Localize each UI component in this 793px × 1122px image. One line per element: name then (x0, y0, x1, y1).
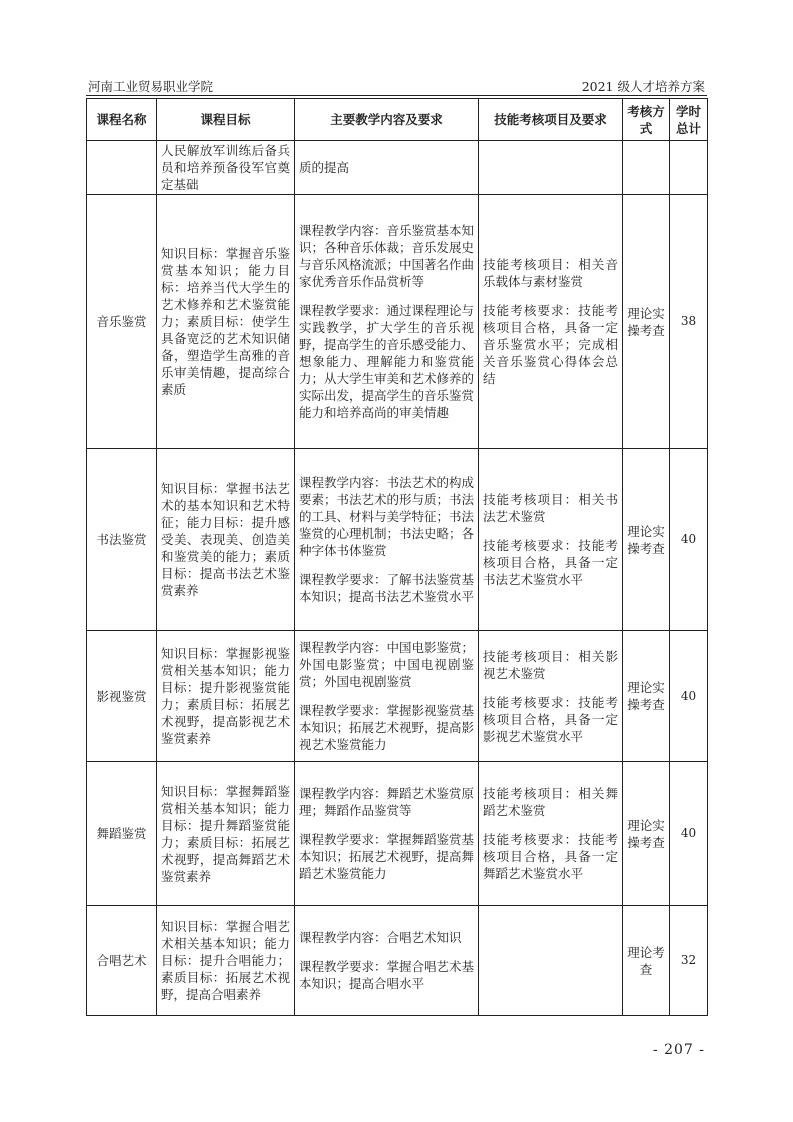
teaching-content-cell (295, 906, 479, 1016)
teaching-content-cell (295, 449, 479, 631)
course-name-cell (87, 141, 157, 195)
teaching-requirement-text: 课程教学要求：通过课程理论与实践教学，扩大学生的音乐视野，提高学生的音乐感受能力、想象能力、理解能力和鉴赏能力；从大学生审美和艺术修养的实际出发，提高学生的音乐鉴赏能力和培养高尚的审美情趣 (299, 303, 475, 420)
skill-requirement-text: 技能考核要求：技能考核项目合格，具备一定音乐鉴赏水平；完成相关音乐鉴赏心得体会总结 (483, 303, 618, 386)
column-header-assessment-method: 考核方式 (623, 99, 670, 141)
total-hours-cell: 40 (670, 762, 708, 906)
total-hours-cell: 40 (670, 631, 708, 762)
teaching-requirement-text: 课程教学要求：掌握影视鉴赏基本知识；拓展艺术视野，提高影视艺术鉴赏能力 (299, 703, 475, 752)
teaching-content-cell (295, 141, 479, 195)
table-header-row (87, 99, 708, 141)
course-goal-cell: 知识目标：掌握影视鉴赏相关基本知识；能力目标：提升影视鉴赏能力；素质目标：拓展艺术视野，提高影视艺术鉴赏素养 (157, 631, 295, 762)
assessment-method-cell: 理论实操考查 (623, 195, 670, 449)
skill-item-text: 技能考核项目：相关书法艺术鉴赏 (483, 492, 618, 524)
teaching-content-text: 课程教学内容：音乐鉴赏基本知识；各种音乐体裁；音乐发展史与音乐风格流派；中国著名作曲家优秀音乐作品赏析等 (299, 223, 475, 289)
teaching-content-cell (295, 631, 479, 762)
skill-requirement-text: 技能考核要求：技能考核项目合格，具备一定书法艺术鉴赏水平 (483, 538, 618, 587)
table-row (87, 449, 708, 631)
teaching-content-text: 课程教学内容：书法艺术的构成要素；书法艺术的形与质；书法的工具、材料与美学特征；书法鉴赏的心理机制；书法史略；各种字体书体鉴赏 (299, 475, 475, 558)
column-header-course-goal: 课程目标 (157, 99, 295, 141)
course-name-cell: 书法鉴赏 (87, 449, 157, 631)
skill-requirement-text: 技能考核要求：技能考核项目合格，具备一定舞蹈艺术鉴赏水平 (483, 832, 618, 881)
skill-assessment-cell (479, 631, 623, 762)
assessment-method-cell: 理论实操考查 (623, 762, 670, 906)
teaching-content-cell (295, 195, 479, 449)
teaching-content-text: 课程教学内容：舞蹈艺术鉴赏原理；舞蹈作品鉴赏等 (299, 786, 475, 818)
skill-item-text: 技能考核项目：相关音乐载体与素材鉴赏 (483, 257, 618, 289)
course-name-cell: 舞蹈鉴赏 (87, 762, 157, 906)
course-name-cell: 影视鉴赏 (87, 631, 157, 762)
column-header-course-name: 课程名称 (87, 99, 157, 141)
assessment-method-cell: 理论考查 (623, 906, 670, 1016)
skill-item-text: 技能考核项目：相关影视艺术鉴赏 (483, 648, 618, 681)
page-number: - 207 - (652, 1042, 705, 1058)
header-school-name: 河南工业贸易职业学院 (88, 79, 214, 94)
course-goal-cell: 知识目标：掌握舞蹈鉴赏相关基本知识；能力目标：提升舞蹈鉴赏能力；素质目标：拓展艺术视野，提高舞蹈艺术鉴赏素养 (157, 762, 295, 906)
table-row (87, 906, 708, 1016)
teaching-content-text: 质的提高 (299, 160, 350, 175)
column-header-teaching-content: 主要教学内容及要求 (295, 99, 479, 141)
table-row (87, 195, 708, 449)
course-name-cell: 合唱艺术 (87, 906, 157, 1016)
teaching-requirement-text: 课程教学要求：掌握合唱艺术基本知识；提高合唱水平 (299, 959, 475, 991)
skill-item-text: 技能考核项目：相关舞蹈艺术鉴赏 (483, 786, 618, 818)
assessment-method-cell: 理论实操考查 (623, 631, 670, 762)
total-hours-cell (670, 141, 708, 195)
course-goal-cell: 知识目标：掌握书法艺术的基本知识和艺术特征；能力目标：提升感受美、表现美、创造美和鉴赏美的能力；素质目标：提高书法艺术鉴赏素养 (157, 449, 295, 631)
assessment-method-cell (623, 141, 670, 195)
header-document-title: 2021 级人才培养方案 (581, 79, 705, 94)
total-hours-cell: 32 (670, 906, 708, 1016)
column-header-total-hours: 学时总计 (670, 99, 708, 141)
course-table (86, 98, 708, 1016)
assessment-method-cell: 理论实操考查 (623, 449, 670, 631)
skill-assessment-cell (479, 141, 623, 195)
course-goal-cell: 人民解放军训练后备兵员和培养预备役军官奠定基础 (157, 141, 295, 195)
table-row (87, 631, 708, 762)
column-header-skill-assessment: 技能考核项目及要求 (479, 99, 623, 141)
teaching-content-text: 课程教学内容：中国电影鉴赏；外国电影鉴赏；中国电视剧鉴赏；外国电视剧鉴赏 (299, 640, 475, 689)
teaching-content-text: 课程教学内容：合唱艺术知识 (299, 930, 462, 945)
skill-assessment-cell (479, 906, 623, 1016)
teaching-requirement-text: 课程教学要求：掌握舞蹈鉴赏基本知识；拓展艺术视野，提高舞蹈艺术鉴赏能力 (299, 832, 475, 881)
total-hours-cell: 38 (670, 195, 708, 449)
skill-assessment-cell (479, 195, 623, 449)
teaching-requirement-text: 课程教学要求：了解书法鉴赏基本知识；提高书法艺术鉴赏水平 (299, 572, 475, 604)
skill-assessment-cell (479, 762, 623, 906)
total-hours-cell: 40 (670, 449, 708, 631)
skill-requirement-text: 技能考核要求：技能考核项目合格，具备一定影视艺术鉴赏水平 (483, 694, 618, 744)
table-row (87, 141, 708, 195)
course-name-cell: 音乐鉴赏 (87, 195, 157, 449)
course-goal-cell: 知识目标：掌握合唱艺术相关基本知识；能力目标：提升合唱能力；素质目标：拓展艺术视野，提高合唱素养 (157, 906, 295, 1016)
teaching-content-cell (295, 762, 479, 906)
skill-assessment-cell (479, 449, 623, 631)
table-row (87, 762, 708, 906)
course-goal-cell: 知识目标：掌握音乐鉴赏基本知识；能力目标：培养当代大学生的艺术修养和艺术鉴赏能力；素质目标：使学生具备宽泛的艺术知识储备，塑造学生高雅的音乐审美情趣，提高综合素质 (157, 195, 295, 449)
header-divider (86, 95, 707, 96)
